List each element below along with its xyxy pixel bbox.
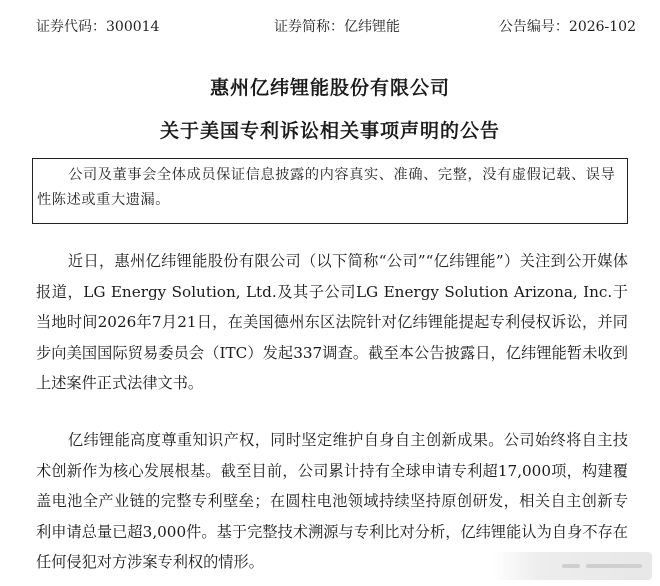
disclosure-notice-box xyxy=(32,158,628,224)
stock-code: 证券代码：300014 xyxy=(36,19,160,35)
watermark-mark xyxy=(562,564,580,568)
disclosure-statement: 公司及董事会全体成员保证信息披露的内容真实、准确、完整，没有虚假记载、误导性陈述或重大遗漏。 xyxy=(37,167,616,208)
body-paragraph: 近日，惠州亿纬锂能股份有限公司（以下简称“公司”“亿纬锂能”）关注到公开媒体报道，LG Energy Solution, Ltd.及其子公司LG Energy Solution Arizona, Inc.于当地时间2026年7月21日，在美国德州东区法院针对亿纬锂能提起专利侵权诉讼，并同步向美国国际贸易委员会（ITC）发起337调查。截至本公告披露日，亿纬锂能暂未收到上述案件正式法律文书。 xyxy=(36,252,628,393)
watermark-mark xyxy=(586,564,642,568)
document-header xyxy=(36,16,636,36)
stock-short-name: 证券简称：亿纬锂能 xyxy=(274,19,400,35)
watermark xyxy=(492,552,652,580)
body-paragraph: 亿纬锂能高度尊重知识产权，同时坚定维护自身自主创新成果。公司始终将自主技术创新作为核心发展根基。截至目前，公司累计持有全球申请专利超17,000项，构建覆盖电池全产业链的完整专利壁垒；在圆柱电池领域持续坚持原创研发，相关自主创新专利申请总量已超3,000件。基于完整技术溯源与专利比对分析，亿纬锂能认为自身不存在任何侵犯对方涉案专利权的情形。 xyxy=(36,431,628,572)
company-title: 惠州亿纬锂能股份有限公司 xyxy=(209,77,450,99)
announcement-title: 关于美国专利诉讼相关事项声明的公告 xyxy=(159,120,500,142)
notice-number: 公告编号：2026-102 xyxy=(498,19,636,35)
